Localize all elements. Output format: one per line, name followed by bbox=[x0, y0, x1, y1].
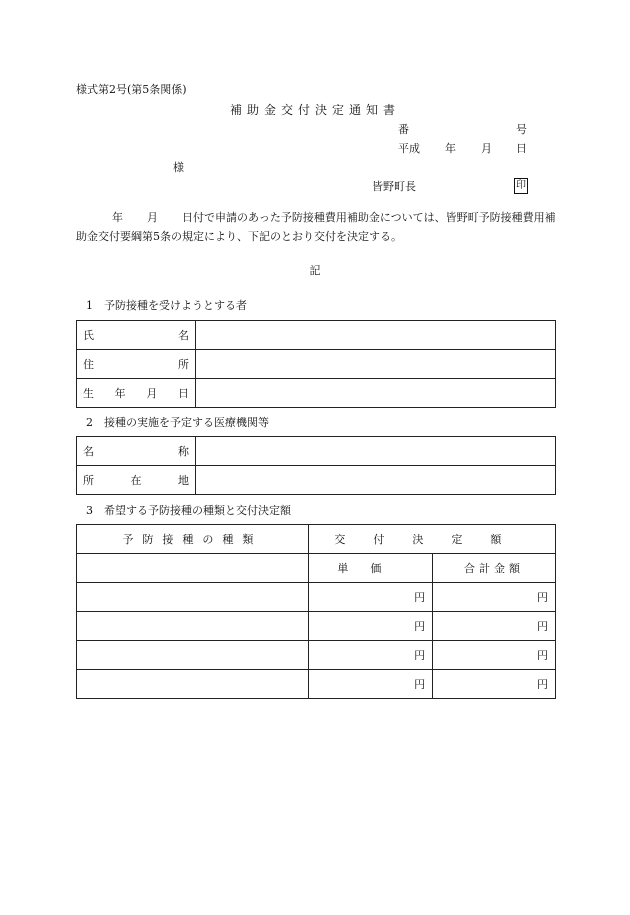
issuer-name: 皆野町長 bbox=[372, 180, 416, 193]
table-row bbox=[77, 583, 556, 612]
col-grant-amount: 交付決定額 bbox=[308, 525, 555, 554]
label-institution-name: 名 称 bbox=[83, 444, 189, 458]
label-address: 住 所 bbox=[83, 357, 189, 371]
addressee-suffix: 様 bbox=[173, 161, 184, 174]
date-month: 月 bbox=[481, 142, 492, 155]
date-era: 平成 bbox=[398, 142, 420, 155]
applicant-name-field[interactable] bbox=[196, 321, 556, 350]
number-prefix: 番 bbox=[398, 123, 409, 136]
applicant-birthdate-field[interactable] bbox=[196, 379, 556, 408]
institution-location-field[interactable] bbox=[196, 466, 556, 495]
table-row bbox=[77, 670, 556, 699]
table-row bbox=[77, 554, 556, 583]
table-row bbox=[77, 525, 556, 554]
col-total: 合計金額 bbox=[433, 554, 556, 583]
total-cell[interactable]: 円 bbox=[433, 670, 556, 699]
number-suffix: 号 bbox=[516, 123, 527, 136]
date-year: 年 bbox=[445, 142, 456, 155]
type-cell[interactable] bbox=[77, 670, 309, 699]
type-cell[interactable] bbox=[77, 554, 309, 583]
unit-price-cell[interactable]: 円 bbox=[308, 583, 432, 612]
table-row bbox=[77, 350, 556, 379]
col-unit-price: 単価 bbox=[308, 554, 432, 583]
vaccination-amount-table bbox=[76, 524, 556, 699]
unit-price-cell[interactable]: 円 bbox=[308, 641, 432, 670]
body-year: 年 bbox=[112, 211, 123, 224]
type-cell[interactable] bbox=[77, 641, 309, 670]
unit-price-cell[interactable]: 円 bbox=[308, 670, 432, 699]
section1-heading: 1 予防接種を受けようとする者 bbox=[86, 299, 247, 312]
section3-heading: 3 希望する予防接種の種類と交付決定額 bbox=[86, 504, 291, 517]
body-month: 月 bbox=[147, 211, 158, 224]
table-row bbox=[77, 321, 556, 350]
form-code: 様式第2号(第5条関係) bbox=[76, 83, 187, 96]
body-text: 日付で申請のあった予防接種費用補助金については、皆野町予防接種費用補助金交付要綱第5条の規定により、下記のとおり交付を決定する。 bbox=[76, 211, 556, 243]
table-row bbox=[77, 379, 556, 408]
label-birthdate: 生 年 月 日 bbox=[83, 386, 189, 400]
total-cell[interactable]: 円 bbox=[433, 612, 556, 641]
table-row bbox=[77, 437, 556, 466]
section2-heading: 2 接種の実施を予定する医療機関等 bbox=[86, 416, 269, 429]
date-day: 日 bbox=[516, 142, 527, 155]
applicant-address-field[interactable] bbox=[196, 350, 556, 379]
total-cell[interactable]: 円 bbox=[433, 583, 556, 612]
col-vaccination-type: 予防接種の種類 bbox=[77, 525, 309, 554]
document-title: 補助金交付決定通知書 bbox=[229, 103, 400, 117]
table-row bbox=[77, 612, 556, 641]
institution-name-field[interactable] bbox=[196, 437, 556, 466]
label-location: 所 在 地 bbox=[83, 473, 189, 487]
applicant-table bbox=[76, 320, 556, 408]
seal-stamp: 印 bbox=[514, 178, 528, 194]
table-row bbox=[77, 466, 556, 495]
table-row bbox=[77, 641, 556, 670]
total-cell[interactable]: 円 bbox=[433, 641, 556, 670]
notice-body bbox=[76, 208, 556, 246]
type-cell[interactable] bbox=[77, 612, 309, 641]
unit-price-cell[interactable]: 円 bbox=[308, 612, 432, 641]
institution-table bbox=[76, 436, 556, 495]
label-name: 氏 名 bbox=[83, 328, 189, 342]
ki-heading: 記 bbox=[309, 264, 321, 277]
type-cell[interactable] bbox=[77, 583, 309, 612]
